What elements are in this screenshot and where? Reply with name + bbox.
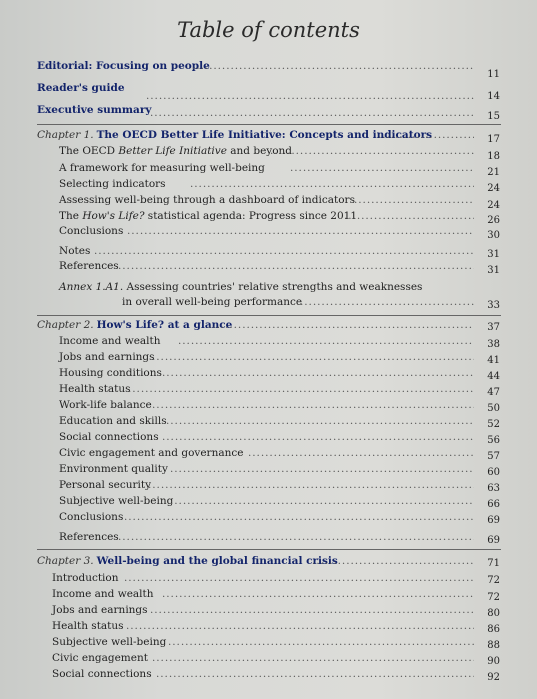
chapter-title: How's Life? at a glance — [96, 319, 233, 331]
dot-leader — [148, 477, 474, 493]
dot-leader — [290, 160, 474, 176]
entry-page: 33 — [487, 300, 500, 311]
entry-page: 24 — [487, 200, 500, 211]
chapter-prefix: Chapter 2. — [37, 319, 94, 331]
toc-entry[interactable]: Subjective well-being . . . 66 — [0, 493, 537, 509]
toc-entry[interactable]: Environment quality . . . 60 — [0, 461, 537, 477]
dot-leader — [150, 602, 474, 618]
chapter-title: The OECD Better Life Initiative: Concepts and indicators — [96, 129, 433, 141]
entry-label: Executive summary — [37, 104, 152, 116]
dot-leader — [170, 461, 474, 477]
toc-entry[interactable]: Subjective well-being . . . 88 — [0, 634, 537, 650]
dot-leader — [118, 529, 474, 545]
dot-leader — [168, 634, 474, 650]
entry-label: Reader's guide — [37, 82, 125, 94]
dot-leader — [150, 105, 474, 121]
dot-leader — [124, 509, 474, 525]
dot-leader — [152, 650, 474, 666]
dot-leader — [178, 333, 474, 349]
entry-label: Editorial: Focusing on people — [37, 60, 210, 72]
dot-leader — [127, 223, 474, 239]
chapter-title: Well-being and the global financial crisis — [96, 555, 338, 567]
entry-page: 24 — [487, 183, 500, 194]
toc-entry[interactable]: Income and wealth . . . 72 — [0, 586, 537, 602]
toc-entry[interactable]: Selecting indicators . . . 24 — [0, 176, 537, 192]
section-divider — [37, 315, 501, 316]
toc-entry[interactable]: The OECD Better Life Initiative and beyond . . . 18 — [0, 143, 537, 159]
toc-entry-readers-guide[interactable] — [0, 80, 537, 102]
dot-leader — [312, 553, 474, 569]
dot-leader — [354, 192, 474, 208]
toc-entry[interactable]: Jobs and earnings . . . 80 — [0, 602, 537, 618]
dot-leader — [344, 208, 474, 224]
dot-leader — [300, 294, 474, 310]
toc-chapter-2[interactable] — [0, 317, 537, 333]
toc-entry[interactable]: Health status . . . 47 — [0, 381, 537, 397]
toc-entry[interactable]: Social connections . . . 56 — [0, 429, 537, 445]
toc-entry[interactable]: The How's Life? statistical agenda: Progress since 2011 . . . 26 — [0, 208, 537, 224]
entry-page: 30 — [487, 230, 500, 241]
chapter-prefix: Chapter 1. — [37, 129, 94, 141]
entry-page: 31 — [487, 265, 500, 276]
toc-entry[interactable]: Conclusions . . . 69 — [0, 509, 537, 525]
dot-leader — [166, 413, 474, 429]
toc-entry[interactable]: Health status . . . 86 — [0, 618, 537, 634]
toc-annex[interactable]: Annex 1.A1. Assessing countries' relative strengths and weaknesses — [59, 281, 423, 293]
toc-entry[interactable]: Income and wealth . . . 38 — [0, 333, 537, 349]
annex-prefix: Annex 1.A1. — [59, 281, 124, 293]
dot-leader — [192, 58, 474, 74]
toc-entry[interactable]: Work-life balance . . . 50 — [0, 397, 537, 413]
toc-annex-cont[interactable]: in overall well-being performance . . . 33 — [0, 294, 537, 310]
dot-leader — [162, 586, 474, 602]
entry-page: 11 — [487, 69, 500, 80]
entry-page: 18 — [487, 151, 500, 162]
entry-page: 17 — [487, 134, 500, 145]
dot-leader — [152, 349, 474, 365]
toc-entry[interactable]: References . . . 69 — [0, 529, 537, 545]
dot-leader — [270, 143, 474, 159]
toc-entry[interactable]: Conclusions . . . 30 — [0, 223, 537, 239]
entry-page: 15 — [487, 111, 500, 122]
section-divider — [37, 124, 501, 125]
dot-leader — [162, 365, 474, 381]
toc-entry[interactable]: Education and skills . . . 52 — [0, 413, 537, 429]
toc-entry[interactable]: Assessing well-being through a dashboard of indicators . . . 24 — [0, 192, 537, 208]
toc-entry[interactable]: Introduction . . . 72 — [0, 570, 537, 586]
dot-leader — [118, 258, 474, 274]
dot-leader — [378, 127, 474, 143]
toc-entry[interactable]: Notes . . . 31 — [0, 243, 537, 259]
dot-leader — [208, 317, 474, 333]
dot-leader — [190, 176, 474, 192]
dot-leader — [128, 381, 474, 397]
toc-chapter-1[interactable] — [0, 127, 537, 143]
page-title: Table of contents — [177, 18, 360, 42]
dot-leader — [124, 570, 474, 586]
chapter-prefix: Chapter 3. — [37, 555, 94, 567]
toc-chapter-3[interactable] — [0, 553, 537, 569]
entry-page: 37 — [487, 322, 500, 333]
dot-leader — [156, 666, 474, 682]
toc-entry[interactable]: References . . . 31 — [0, 258, 537, 274]
toc-entry[interactable]: Jobs and earnings . . . 41 — [0, 349, 537, 365]
entry-page: 71 — [487, 558, 500, 569]
dot-leader — [170, 493, 474, 509]
toc-entry[interactable]: Personal security . . . 63 — [0, 477, 537, 493]
entry-page: 21 — [487, 167, 500, 178]
entry-page: 14 — [487, 91, 500, 102]
dot-leader — [126, 618, 474, 634]
toc-entry-executive-summary[interactable] — [0, 102, 537, 122]
dot-leader — [162, 429, 474, 445]
toc-entry[interactable]: Civic engagement . . . 90 — [0, 650, 537, 666]
toc-entry-editorial[interactable] — [0, 58, 537, 80]
entry-page: 26 — [487, 215, 500, 226]
toc-entry[interactable]: Civic engagement and governance . . . 57 — [0, 445, 537, 461]
dot-leader — [248, 445, 474, 461]
toc-entry[interactable]: A framework for measuring well-being . . . 21 — [0, 160, 537, 176]
section-divider — [37, 549, 501, 550]
dot-leader — [94, 243, 474, 259]
entry-page: 31 — [487, 249, 500, 260]
toc-entry[interactable]: Housing conditions . . . 44 — [0, 365, 537, 381]
toc-entry[interactable]: Social connections . . . 92 — [0, 666, 537, 682]
dot-leader — [152, 397, 474, 413]
